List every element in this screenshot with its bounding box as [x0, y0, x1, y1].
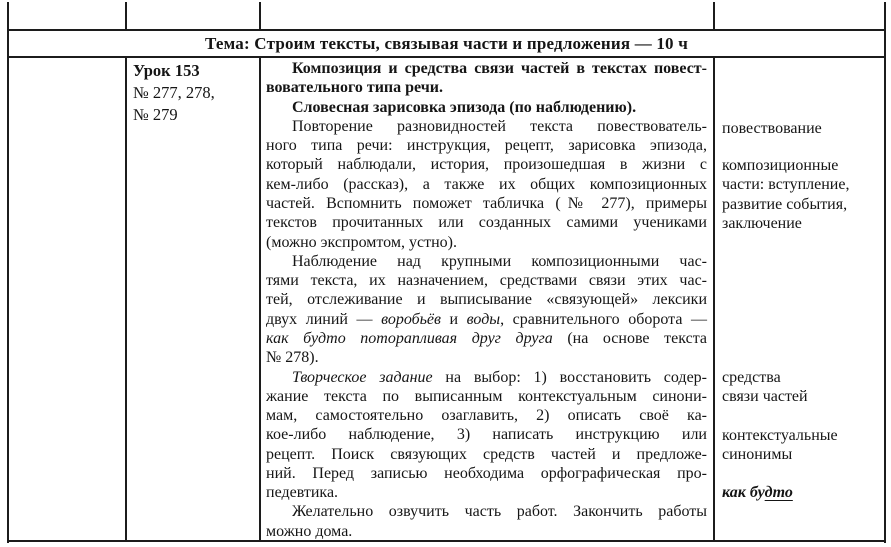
text-line: который наблюдали, история, произошедшая в жизни с — [266, 156, 707, 174]
text-line: частей. Вспомнить поможет табличка (№ 277), примеры — [266, 194, 707, 212]
margin-note — [722, 119, 878, 138]
margin-note-line: повествование — [722, 120, 822, 137]
column-divider-2-top — [259, 2, 261, 29]
text-line: рецепт. Поиск связующих средств частей и предложе- — [266, 445, 707, 463]
margin-note-line: средства — [722, 369, 781, 386]
margin-notes-cell — [722, 57, 878, 540]
text-line: тей, отслеживание и выписывание «связующей» лексики — [266, 291, 707, 309]
margin-note-line: синонимы — [722, 446, 793, 464]
column-divider-3-top — [713, 2, 715, 29]
text-line: ного типа речи: инструкция, рецепт, зарисовка эпизода, — [266, 137, 707, 155]
margin-note-line: композиционные — [722, 157, 839, 174]
theme-row-title: Тема: Строим тексты, связывая части и предложения — 10 ч — [205, 33, 688, 53]
text-line: как будто поторапливая друг друга (на основе текста — [266, 329, 707, 347]
margin-note-line: как будто — [722, 484, 793, 501]
lesson-task-numbers-line: № 279 — [133, 105, 178, 124]
text-line: Творческое задание на выбор: 1) восстановить содер- — [292, 368, 707, 386]
margin-note — [722, 156, 878, 233]
text-line: двух линий — воробьёв и воды, сравнительного оборота — — [266, 310, 708, 328]
text-line: кем-либо (рассказ), а также их общих композиционных — [266, 175, 707, 193]
text-line: жание текста по выписанным контекстуальным синони- — [266, 387, 707, 405]
text-line: Наблюдение над крупными композиционными час- — [292, 252, 707, 270]
text-line: тями текста, их назначением, средствами связи этих час- — [266, 272, 707, 290]
margin-note-line: части: вступление, — [722, 176, 850, 194]
margin-note-line: связи частей — [722, 388, 808, 406]
margin-note-line: развитие события, — [722, 195, 848, 213]
margin-note-line: контекстуальные — [722, 427, 838, 444]
text-line: Повторение разновидностей текста повествователь- — [292, 117, 707, 135]
lesson-task-numbers-line: № 277, 278, — [133, 83, 215, 102]
empty-cell — [9, 58, 123, 538]
text-line: можно дома. — [266, 522, 353, 540]
column-divider-2 — [259, 56, 261, 540]
text-line: мам, самостоятельно озаглавить, 2) описать своё ка- — [266, 407, 707, 425]
table-border-right — [884, 2, 886, 543]
text-line: текстов прочитанных или созданных самими учениками — [266, 214, 707, 232]
text-line: ний. Перед записью необходима орфографическая про- — [266, 464, 707, 482]
lesson-cell — [133, 60, 255, 126]
margin-note — [722, 483, 878, 502]
text-line: Желательно озвучить часть работ. Закончить работы — [292, 503, 707, 521]
lesson-title: Урок 153 — [133, 61, 200, 80]
column-divider-1-top — [125, 2, 127, 29]
main-text-cell — [266, 59, 707, 541]
text-line: вовательного типа речи. — [266, 79, 443, 97]
text-line: (можно экспромтом, устно). — [266, 233, 457, 251]
text-line: Словесная зарисовка эпизода (по наблюдению). — [292, 98, 637, 116]
text-line: № 278). — [266, 349, 319, 367]
column-divider-1 — [125, 56, 127, 540]
text-line: Композиция и средства связи частей в текстах повест- — [292, 60, 707, 77]
text-line: педевтика. — [266, 484, 339, 502]
margin-note — [722, 426, 878, 465]
column-divider-3 — [713, 56, 715, 540]
margin-note — [722, 368, 878, 407]
text-line: кое-либо наблюдение, 3) написать инструкцию или — [266, 426, 707, 444]
margin-note-line: заключение — [722, 214, 802, 232]
